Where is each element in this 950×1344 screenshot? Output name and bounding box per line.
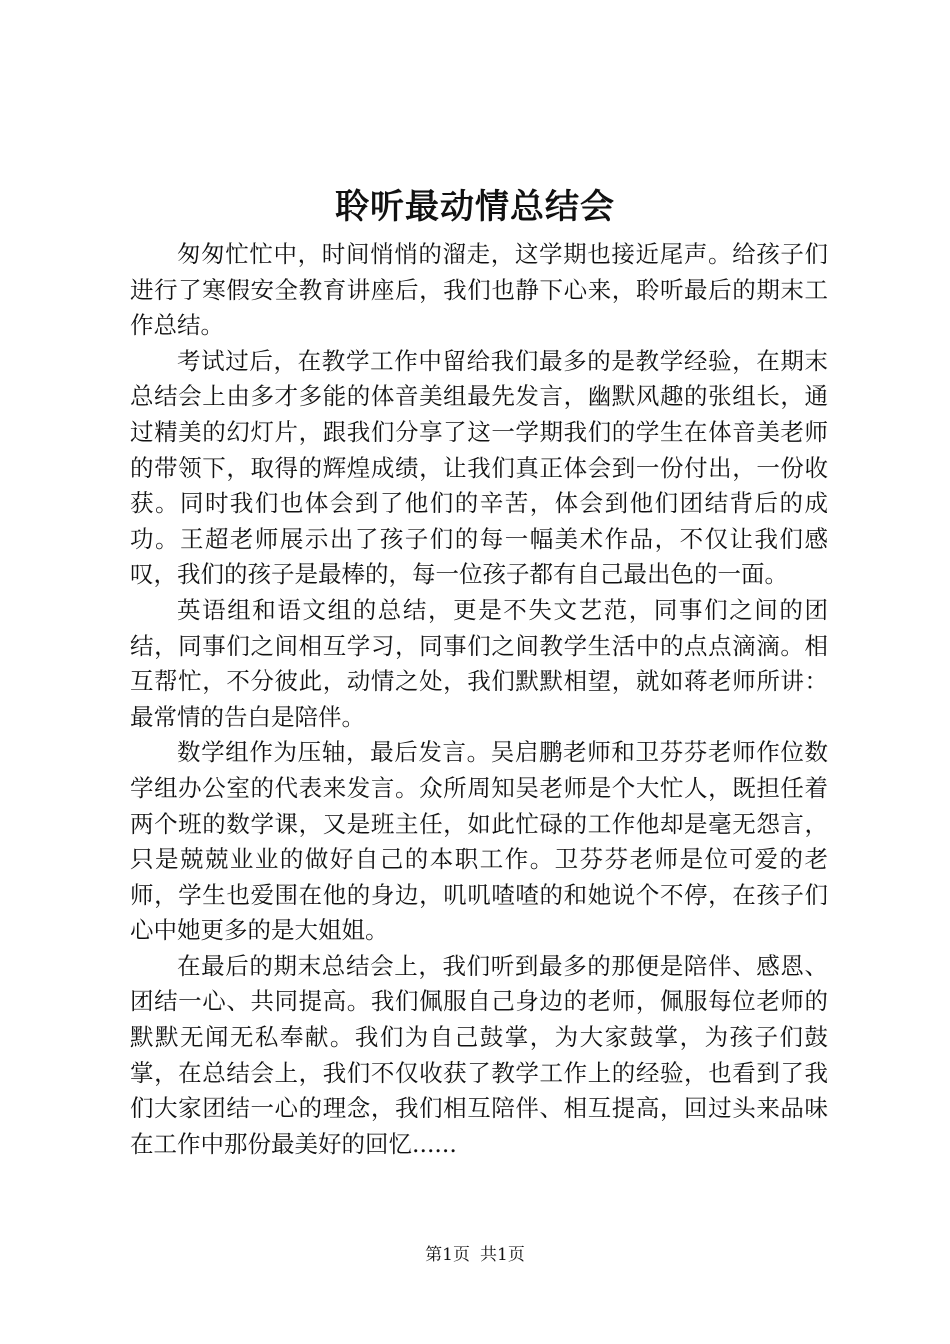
page-number: 第1页 (425, 1245, 470, 1265)
paragraph-2: 考试过后，在教学工作中留给我们最多的是教学经验，在期末总结会上由多才多能的体音美组最先发言，幽默风趣的张组长，通过精美的幻灯片，跟我们分享了这一学期我们的学生在体音美老师的带领下，取得的辉煌成绩，让我们真正体会到一份付出，一份收获。同时我们也体会到了他们的辛苦，体会到他们团结背后的成功。王超老师展示出了孩子们的每一幅美术作品，不仅让我们感叹，我们的孩子是最棒的，每一位孩子都有自己最出色的一面。 (130, 346, 828, 589)
paragraph-3: 英语组和语文组的总结，更是不失文艺范，同事们之间的团结，同事们之间相互学习，同事们之间教学生活中的点点滴滴。相互帮忙，不分彼此，动情之处，我们默默相望，就如蒋老师所讲：最常情的告白是陪伴。 (130, 595, 828, 731)
paragraph-1: 匆匆忙忙中，时间悄悄的溜走，这学期也接近尾声。给孩子们进行了寒假安全教育讲座后，我们也静下心来，聆听最后的期末工作总结。 (130, 240, 828, 340)
paragraph-5: 在最后的期末总结会上，我们听到最多的那便是陪伴、感恩、团结一心、共同提高。我们佩服自己身边的老师，佩服每位老师的默默无闻无私奉献。我们为自己鼓掌，为大家鼓掌，为孩子们鼓掌，在总结会上，我们不仅收获了教学工作上的经验，也看到了我们大家团结一心的理念，我们相互陪伴、相互提高，回过头来品味在工作中那份最美好的回忆...... (130, 951, 828, 1158)
paragraph-4: 数学组作为压轴，最后发言。吴启鹏老师和卫芬芬老师作位数学组办公室的代表来发言。众所周知吴老师是个大忙人，既担任着两个班的数学课，又是班主任，如此忙碌的工作他却是毫无怨言，只是兢兢业业的做好自己的本职工作。卫芬芬老师是位可爱的老师，学生也爱围在他的身边，叽叽喳喳的和她说个不停，在孩子们心中她更多的是大姐姐。 (130, 738, 828, 945)
page-total: 共1页 (480, 1245, 525, 1265)
document-title: 聆听最动情总结会 (335, 187, 615, 227)
document-body (130, 237, 828, 1162)
page-footer (0, 1244, 950, 1266)
